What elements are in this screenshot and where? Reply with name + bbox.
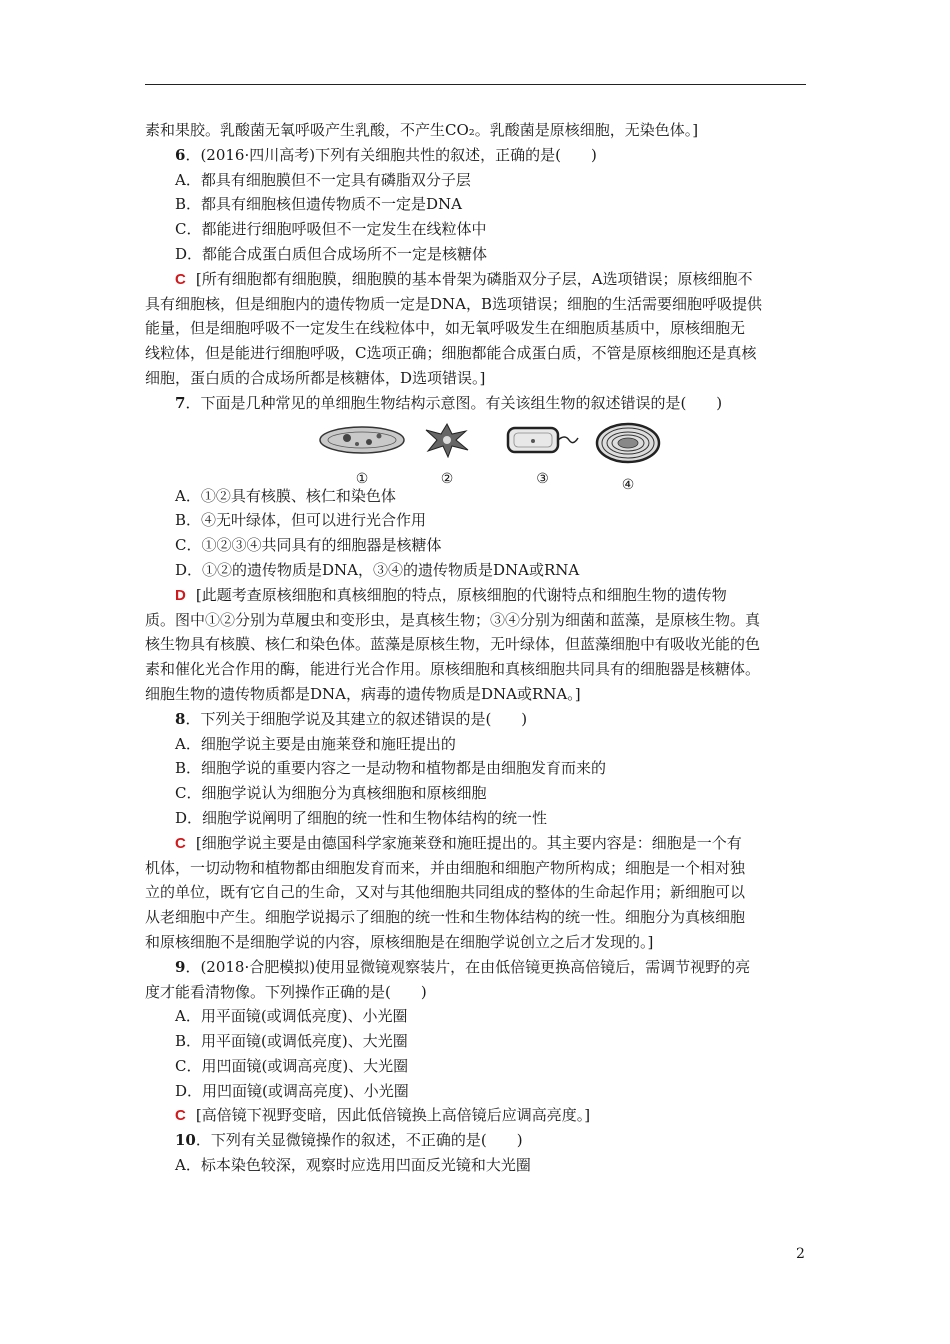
bacterium-drawing: [505, 422, 580, 458]
explanation-line: 核生物具有核膜、核仁和染色体。蓝藻是原核生物，无叶绿体，但蓝藻细胞中有吸收光能的色: [145, 635, 761, 654]
explanation-line: 细胞生物的遗传物质都是DNA，病毒的遗传物质是DNA或RNA。]: [145, 684, 581, 703]
explanation-line: 质。图中①②分别为草履虫和变形虫，是真核生物；③④分别为细菌和蓝藻，是原核生物。真: [145, 610, 761, 629]
option-b: B．④无叶绿体，但可以进行光合作用: [175, 511, 427, 530]
option-c: C．都能进行细胞呼吸但不一定发生在线粒体中: [175, 220, 487, 239]
answer-letter: D: [175, 586, 186, 604]
answer-letter: C: [175, 270, 186, 288]
question-number: 8: [175, 709, 186, 728]
explanation-line: 从老细胞中产生。细胞学说揭示了细胞的统一性和生物体结构的统一性。细胞分为真核细胞: [145, 908, 746, 927]
figure-label: ①: [355, 471, 369, 488]
question-number: 7: [175, 393, 186, 412]
figure-item-paramecium: [317, 422, 407, 493]
option-c: C．①②③④共同具有的细胞器是核糖体: [175, 536, 442, 555]
figure-item-bacterium: [505, 422, 580, 493]
explanation-text: [高倍镜下视野变暗，因此低倍镜换上高倍镜后应调高亮度。]: [195, 1106, 591, 1125]
page-number: 2: [796, 1246, 805, 1262]
answer-line: [145, 583, 810, 608]
cell-organisms-figure: [145, 422, 810, 494]
figure-label: ③: [536, 471, 549, 488]
option-d: D．细胞学说阐明了细胞的统一性和生物体结构的统一性: [175, 808, 548, 827]
explanation-text: [此题考查原核细胞和真核细胞的特点，原核细胞的代谢特点和细胞生物的遗传物: [195, 585, 727, 604]
explanation-line: 机体，一切动物和植物都由细胞发育而来，并由细胞和细胞产物所构成；细胞是一个相对独: [145, 858, 746, 877]
explanation-line: 线粒体，但是能进行细胞呼吸，C选项正确；细胞都能合成蛋白质，不管是原核细胞还是真核: [145, 344, 757, 363]
question-10-stem: 10．下列有关显微镜操作的叙述，不正确的是( ): [175, 1131, 523, 1150]
option-c: C．用凹面镜(或调高亮度)、大光圈: [175, 1056, 409, 1075]
option-b: B．都具有细胞核但遗传物质不一定是DNA: [175, 195, 463, 214]
option-a: A．用平面镜(或调低亮度)、小光圈: [175, 1007, 408, 1026]
option-d: D．①②的遗传物质是DNA，③④的遗传物质是DNA或RNA: [175, 560, 580, 579]
question-6-stem: 6．(2016·四川高考)下列有关细胞共性的叙述，正确的是( ): [175, 145, 597, 164]
question-number: 9: [175, 957, 186, 976]
explanation-line: 立的单位，既有它自己的生命，又对与其他细胞共同组成的整体的生命起作用；新细胞可以: [145, 883, 746, 902]
figure-label: ②: [440, 471, 454, 488]
figure-item-amoeba: [422, 422, 472, 493]
figure-label: ④: [621, 477, 635, 494]
answer-line: [145, 1103, 810, 1128]
amoeba-drawing: [422, 422, 472, 458]
explanation-line: 素和催化光合作用的酶，能进行光合作用。原核细胞和真核细胞共同具有的细胞器是核糖体。: [145, 660, 761, 679]
option-a: A．标本染色较深，观察时应选用凹面反光镜和大光圈: [175, 1156, 531, 1175]
explanation-line: 能量，但是细胞呼吸不一定发生在线粒体中，如无氧呼吸发生在细胞质基质中，原核细胞无: [145, 319, 746, 338]
answer-line: [145, 267, 810, 292]
option-d: D．都能合成蛋白质但合成场所不一定是核糖体: [175, 244, 488, 263]
question-number: 6: [175, 145, 186, 164]
question-7-stem: 7．下面是几种常见的单细胞生物结构示意图。有关该组生物的叙述错误的是( ): [175, 393, 723, 412]
answer-letter: C: [175, 834, 186, 852]
figure-item-cyanobacterium: [595, 422, 661, 499]
paramecium-drawing: [317, 422, 407, 458]
option-d: D．用凹面镜(或调高亮度)、小光圈: [175, 1081, 409, 1100]
answer-letter: C: [175, 1107, 186, 1125]
explanation-text: [所有细胞都有细胞膜，细胞膜的基本骨架为磷脂双分子层，A选项错误；原核细胞不: [195, 269, 753, 288]
explanation-line: 具有细胞核，但是细胞内的遗传物质一定是DNA，B选项错误；细胞的生活需要细胞呼吸提供: [145, 294, 763, 313]
question-9-stem: 9．(2018·合肥模拟)使用显微镜观察装片，在由低倍镜更换高倍镜后，需调节视野的亮: [175, 957, 751, 976]
explanation-line: 细胞，蛋白质的合成场所都是核糖体，D选项错误。]: [145, 368, 486, 387]
option-c: C．细胞学说认为细胞分为真核细胞和原核细胞: [175, 784, 487, 803]
cyanobacterium-drawing: [595, 422, 661, 464]
continued-explanation: 素和果胶。乳酸菌无氧呼吸产生乳酸，不产生CO₂。乳酸菌是原核细胞，无染色体。]: [145, 121, 699, 139]
answer-line: [145, 831, 810, 856]
question-9-stem-cont: 度才能看清物像。下列操作正确的是( ): [145, 982, 427, 1001]
option-b: B．用平面镜(或调低亮度)、大光圈: [175, 1032, 408, 1051]
header-rule: [145, 84, 806, 85]
question-8-stem: 8．下列关于细胞学说及其建立的叙述错误的是( ): [175, 709, 528, 728]
option-b: B．细胞学说的重要内容之一是动物和植物都是由细胞发育而来的: [175, 759, 607, 778]
option-a: A．都具有细胞膜但不一定具有磷脂双分子层: [175, 170, 471, 189]
explanation-line: 和原核细胞不是细胞学说的内容，原核细胞是在细胞学说创立之后才发现的。]: [145, 932, 654, 951]
question-number: 10: [175, 1131, 196, 1150]
explanation-text: [细胞学说主要是由德国科学家施莱登和施旺提出的。其主要内容是：细胞是一个有: [195, 833, 742, 852]
page-content: [145, 118, 810, 1178]
option-a: A．①②具有核膜、核仁和染色体: [175, 486, 396, 505]
option-a: A．细胞学说主要是由施莱登和施旺提出的: [175, 734, 456, 753]
